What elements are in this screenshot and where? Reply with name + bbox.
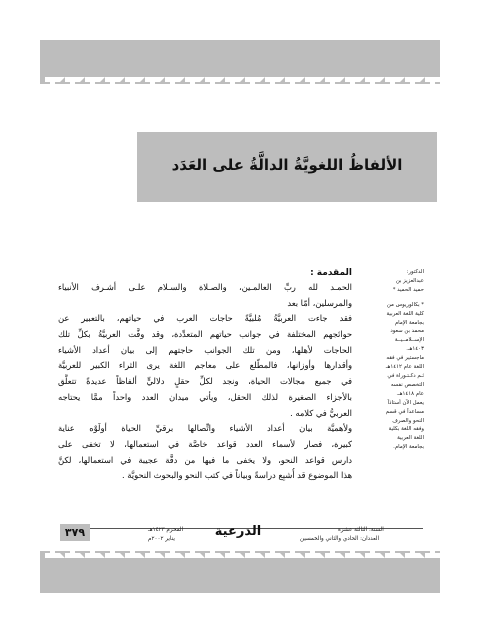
author-name-line: حميد الحميد * [392,286,424,293]
article-line: والمرسلين، أمّا بعد [287,297,352,308]
title-box [137,132,437,202]
author-bio-line: * بكالوريوس من [386,301,424,308]
author-name-line: الدكتور: [406,269,424,275]
zigzag-path [40,550,440,558]
author-bio-line: الإســلامــيــة [394,337,424,344]
article-line: بالأجزاء الصغيرة لذلك الحقل، ويأتي ميدان العدد واحداً ممَّا يحتاجه [58,391,352,402]
article-line: الحاجات لأهلها، ومن تلك الجوانب حاجتهم إلى بيان أعداد الأشياء [58,344,352,355]
article-line: فقد جاءت العربيَّةُ مُلبيَّةً حاجات العرب في حياتهم، بالتعبير عن [58,313,352,324]
bottom-decorative-band [40,551,440,593]
top-decorative-band [40,40,440,84]
footer-date-gregorian: يناير ٢٠٠٢م [148,536,175,542]
author-bio-line: يعمل الآن أستاذاً [387,399,424,406]
author-bio-line: اللغة عام ١٤١٢هـ [385,364,424,371]
top-band-zigzag-border [40,77,440,85]
author-name-line: عبدالعزيز بن [395,277,424,284]
article-line: دارس قواعد النحو، ولا يخفى ما فيها من دقَّة عجيبة في استعمالها، لكنَّ [58,454,352,465]
article-line: ولأهميَّة بيان أعداد الأشياء واتِّصالها برقيِّ الحياة أولَوْه عناية [58,423,352,434]
author-bio-line: بجامعة الإمام. [393,444,424,451]
author-sidebar [354,268,424,452]
footer-issue-numbers: العددان: الحادي والثاني والخمسين [300,536,380,542]
article-line: هذا الموضوع قد أُشبِع دراسةً وبياناً في كتب النحو والبحوث النحويَّة . [122,470,352,481]
author-bio-line: ثـم دكـتـوراة في [387,372,424,379]
article-title: الألفاظُ اللغويَّةُ الدالَّةُ على العَدَد [171,156,403,174]
page-number: ٣٧٩ [60,524,90,541]
article-line: كبيرة، فصار لأسماء العدد قواعد خاصَّة في استعمالها، لا تخفى على [58,438,352,449]
bottom-band-zigzag-border [40,550,440,558]
author-bio-line: بجامعة الإمام [394,319,424,326]
author-bio-line: كلية اللغة العربية [386,310,424,317]
author-bio-line: اللغة العربية [397,435,424,442]
article-text [58,280,352,484]
author-name-block [354,268,424,295]
author-bio-line: عام ١٤١٨هـ. [396,390,424,397]
footer-issue-year: السنة: الثالثة عشرة [338,527,384,533]
footer-date-hijri: المحرم ١٤٢٣هـ [148,527,184,533]
journal-logo: الدرعية [214,524,262,539]
author-bio-line: محمد بن سعود [390,328,424,335]
article-line: حوائجهم المختلفة في جوانب حياتهم المتعدِّدة، وقد وفَّت العربيَّةُ بكلِّ تلك [58,329,352,340]
article-line: العربيُّ في كلامه . [290,407,352,418]
author-bio-line: وفقه اللغة بكلية [388,426,424,433]
article-line: وأقدارها وأوزانها، فالمطّلع على معاجم اللغة يرى الثراء الكبير للعربيَّة [58,360,352,371]
author-bio-line: التخصص نفسه [390,381,424,388]
zigzag-path [40,77,440,85]
author-bio-block [354,301,424,452]
article-body [58,266,352,484]
author-bio-line: ماجستير في فقه [386,355,424,362]
author-bio-line: النحو والصرف [392,417,424,424]
article-line: في جميع مجالات الحياة، ونجد لكلِّ حقلٍ دلاليٍّ ألفاظاً عديدةً تتعلَّق [58,376,352,387]
article-line: الحمـد لله ربِّ العالمـين، والصـلاة والسـلام علـى أشـرف الأنبياء [58,282,352,292]
author-bio-line: ١٤٠٣هـ. [406,346,424,353]
section-heading: المقدمة : [310,268,352,278]
author-bio-line: مساعداً في قسم [385,408,424,415]
